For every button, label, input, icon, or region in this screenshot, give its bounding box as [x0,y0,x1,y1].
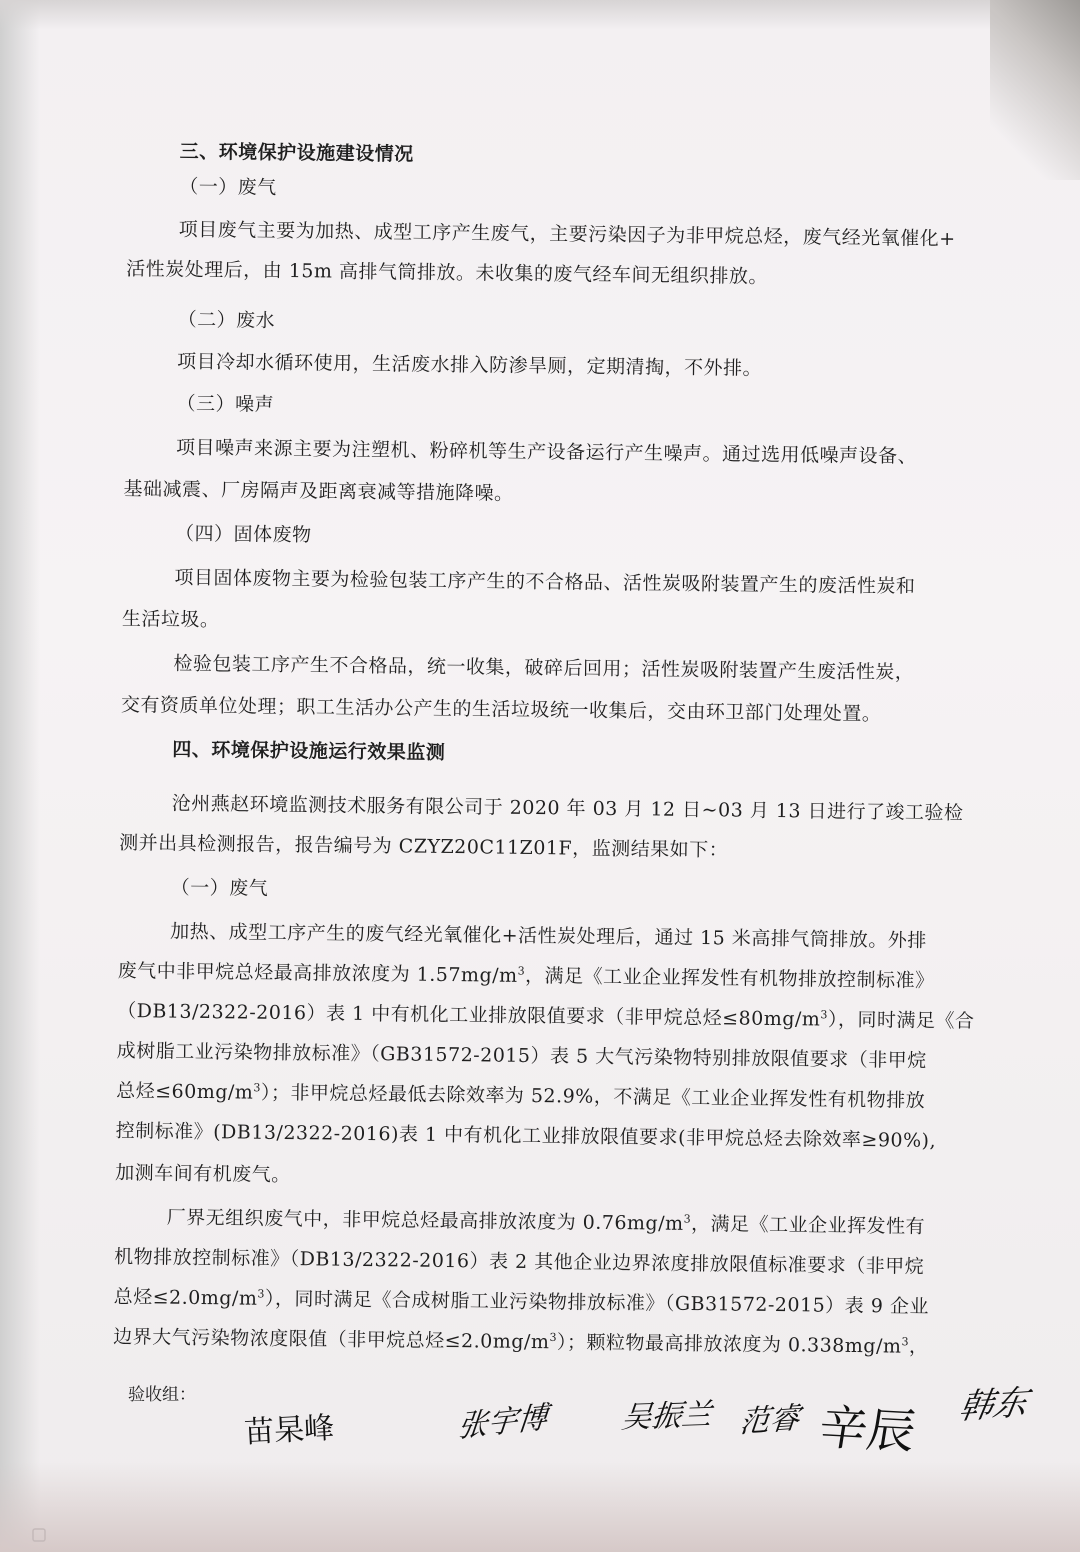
superscript: 3 [901,1335,910,1349]
section-3-title: 三、环境保护设施建设情况 [179,140,414,166]
s3-paragraph-5-line-1: 检验包装工序产生不合格品，统一收集，破碎后回用；活性炭吸附装置产生废活性炭， [173,652,915,684]
acceptance-group-label: 验收组： [128,1385,196,1405]
signature-3: 吴振兰 [619,1397,714,1436]
s3-subheading-waste-gas: （一）废气 [179,175,277,199]
s4-paragraph-2-line-2 [117,956,934,996]
s3-paragraph-2-line-1: 项目冷却水循环使用，生活废水排入防渗旱厕，定期清掏，不外排。 [176,350,763,380]
s4-paragraph-2-line-3 [117,996,975,1036]
text-segment: ，满足《工业企业挥发性有 [690,1212,926,1238]
page-curl-corner [990,0,1080,180]
s4-paragraph-3-line-2: 机物排放控制标准》（DB13/2322-2016）表 2 其他企业边界浓度排放限值标准要求（非甲烷 [114,1245,925,1278]
signature-2: 张宇博 [456,1400,550,1446]
s4-paragraph-2-line-1: 加热、成型工序产生的废气经光氧催化+活性炭处理后，通过 15 米高排气筒排放。外排 [170,920,927,952]
s3-subheading-solid-waste: （四）固体废物 [174,522,312,547]
s3-subheading-noise: （三）噪声 [176,392,275,416]
s3-paragraph-5-line-2: 交有资质单位处理；职工生活办公产生的生活垃圾统一收集后，交由环卫部门处理处置。 [120,693,882,726]
s4-subheading-waste-gas: （一）废气 [170,876,269,900]
s4-paragraph-2-line-4: 成树脂工业污染物排放标准》（GB31572-2015）表 5 大气污染物特别排放限值要求（非甲烷 [116,1039,927,1072]
s4-paragraph-3-line-4 [113,1322,929,1362]
text-segment: ），同时满足《合成树脂工业污染物排放标准》（GB31572-2015）表 9 企业 [264,1287,930,1318]
text-segment: 废气中非甲烷总烃最高排放浓度为 1.57mg/m [117,959,518,987]
text-segment: ）；颗粒物最高排放浓度为 0.338mg/m [556,1331,902,1358]
s3-subheading-waste-water: （二）废水 [177,308,276,332]
text-segment: ）；非甲烷总烃最低去除效率为 52.9%，不满足《工业企业挥发性有机物排放 [260,1081,926,1112]
s3-paragraph-1-line-1: 项目废气主要为加热、成型工序产生废气，主要污染因子为非甲烷总烃，废气经光氧催化+ [178,218,956,251]
s3-paragraph-3-line-1: 项目噪声来源主要为注塑机、粉碎机等生产设备运行产生噪声。通过选用低噪声设备、 [175,436,918,468]
text-segment: 厂界无组织废气中，非甲烷总烃最高排放浓度为 0.76mg/m [166,1206,684,1235]
signature-4: 范睿 [737,1400,802,1441]
watermark-icon [32,1528,46,1542]
signature-row [230,1382,1070,1495]
page-shadow-top [0,0,1080,30]
text-segment: 总烃≤2.0mg/m [113,1285,258,1310]
superscript: 3 [517,964,526,978]
s4-paragraph-1-line-2: 测并出具检测报告，报告编号为 CZYZ20C11Z01F，监测结果如下： [119,831,729,862]
s3-paragraph-1-line-2: 活性炭处理后，由 15m 高排气筒排放。未收集的废气经车间无组织排放。 [126,257,769,288]
s3-paragraph-4-line-2: 生活垃圾。 [121,607,220,632]
s3-paragraph-4-line-1: 项目固体废物主要为检验包装工序产生的不合格品、活性炭吸附装置产生的废活性炭和 [174,566,916,598]
text-segment: ，满足《工业企业挥发性有机物排放控制标准》 [524,964,935,992]
superscript: 3 [549,1330,558,1345]
text-segment: ），同时满足《合 [827,1008,975,1033]
s4-paragraph-3-line-3 [114,1282,930,1322]
superscript: 3 [683,1212,692,1226]
text-segment: 边界大气污染物浓度限值（非甲烷总烃≤2.0mg/m [113,1325,550,1354]
s4-paragraph-2-line-7: 加测车间有机废气。 [115,1161,291,1187]
superscript: 3 [820,1008,829,1022]
text-segment: 总烃≤60mg/m [116,1079,254,1104]
superscript: 3 [253,1081,262,1095]
signature-6: 韩东 [955,1382,1031,1428]
superscript: 3 [257,1287,266,1301]
s4-paragraph-1-line-1: 沧州燕赵环境监测技术服务有限公司于 2020 年 03 月 12 日~03 月 13 日进行了竣工验检 [171,792,964,825]
text-segment: ， [908,1335,929,1358]
s4-paragraph-2-line-6: 控制标准》(DB13/2322-2016)表 1 中有机化工业排放限值要求(非甲烷总烃去除效率≥90%), [115,1119,937,1152]
s3-paragraph-3-line-2: 基础减震、厂房隔声及距离衰减等措施降噪。 [123,477,514,505]
s4-paragraph-2-line-5 [116,1076,925,1116]
section-4-title: 四、环境保护设施运行效果监测 [172,738,446,764]
s4-paragraph-3-line-1 [166,1203,925,1242]
page-shadow-left [0,0,40,1552]
signature-1: 苗杲峰 [243,1410,336,1451]
text-segment: （DB13/2322-2016）表 1 中有机化工业排放限值要求（非甲烷总烃≤80mg/m [117,999,821,1031]
signature-5: 辛辰 [814,1399,920,1461]
